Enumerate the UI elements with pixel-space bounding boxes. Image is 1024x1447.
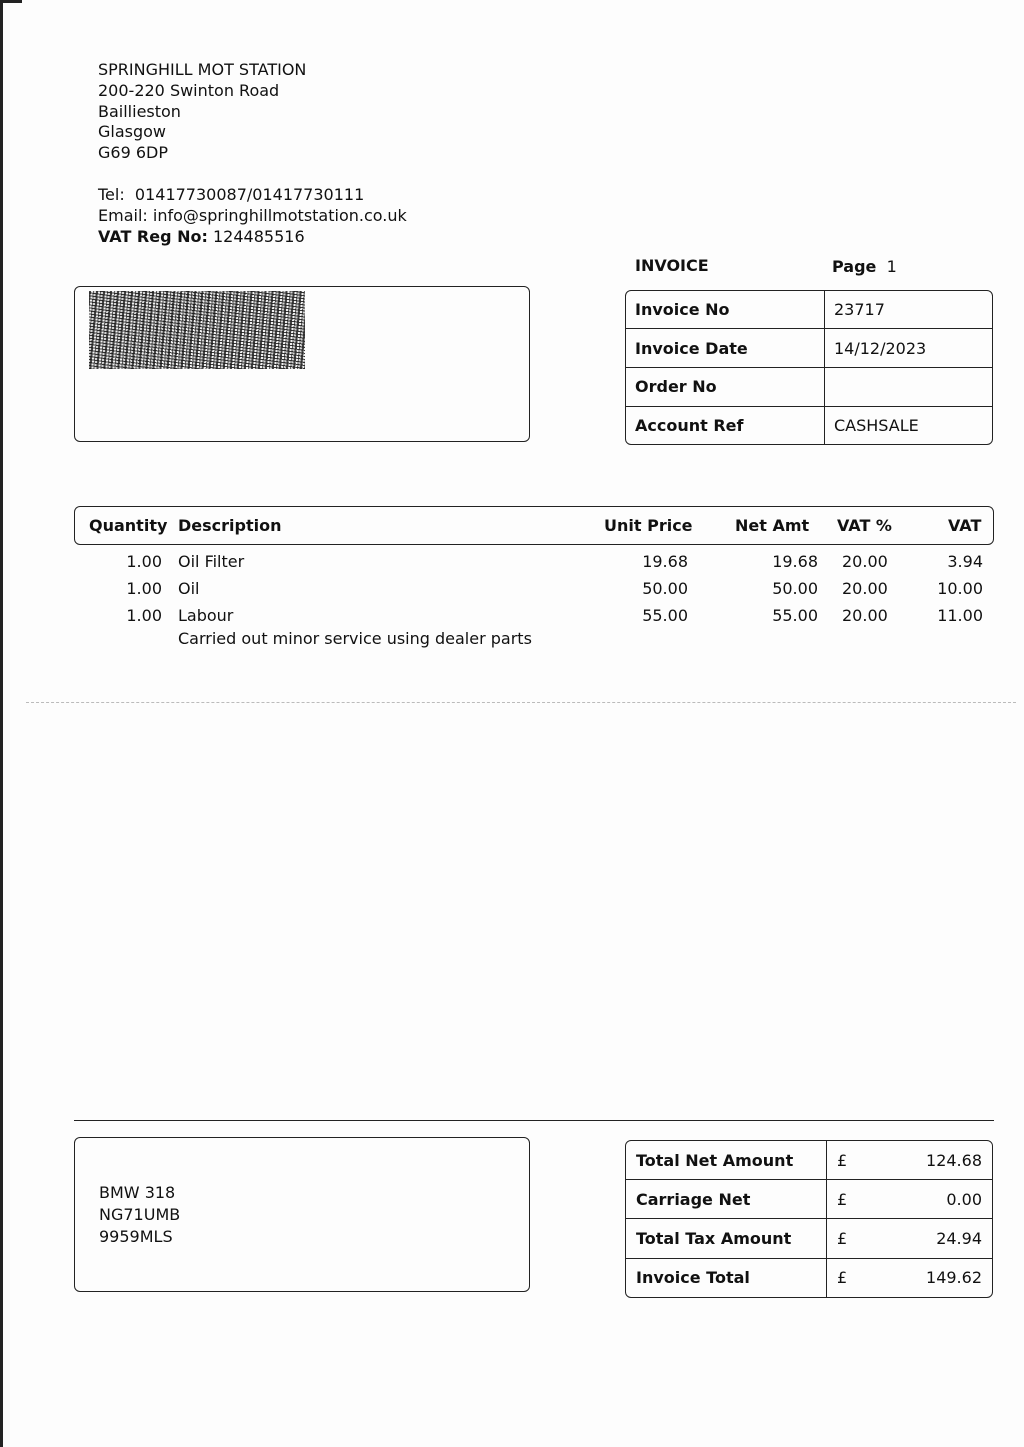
currency-symbol: £ [827, 1219, 868, 1258]
page-label: Page [832, 257, 877, 276]
tel-line [98, 185, 407, 206]
account-ref-row [626, 406, 992, 444]
invoice-date-value: 14/12/2023 [825, 329, 993, 368]
qty-cell: 1.00 [126, 552, 162, 571]
email-line [98, 206, 407, 227]
total-net-label: Total Net Amount [626, 1141, 827, 1180]
invoice-total-label: Invoice Total [626, 1258, 827, 1297]
footer-rule [74, 1120, 994, 1121]
account-ref-label: Account Ref [626, 406, 825, 444]
page-edge-left [0, 0, 3, 1447]
qty-cell: 1.00 [126, 579, 162, 598]
tel-value: 01417730087/01417730111 [134, 185, 365, 204]
company-address-block [98, 60, 306, 164]
totals-table [626, 1141, 992, 1297]
tel-label: Tel: [98, 185, 125, 204]
col-description: Description [178, 516, 282, 535]
carriage-net-value: 0.00 [867, 1180, 992, 1219]
account-ref-value: CASHSALE [834, 415, 919, 435]
order-no-row [626, 367, 992, 406]
line-note-row [74, 631, 994, 658]
page-indicator [832, 257, 897, 276]
vehicle-details [99, 1182, 180, 1248]
customer-address-box [74, 286, 530, 442]
invoice-no-row [626, 291, 992, 329]
fold-line [26, 702, 1016, 703]
redacted-customer-address [89, 291, 305, 369]
totals-box [625, 1140, 993, 1298]
line-items [74, 550, 994, 658]
net-amt-cell: 19.68 [772, 552, 818, 571]
unit-price-cell: 19.68 [642, 552, 688, 571]
carriage-net-label: Carriage Net [626, 1180, 827, 1219]
desc-cell: Oil [178, 579, 200, 598]
net-amt-cell: 55.00 [772, 606, 818, 625]
table-row [74, 604, 994, 631]
address-line: Glasgow [98, 122, 167, 142]
currency-symbol: £ [827, 1141, 868, 1180]
address-line: G69 6DP [98, 143, 168, 163]
order-no-label: Order No [626, 367, 825, 406]
invoice-no-value: 23717 [825, 291, 993, 329]
company-contact-block [98, 185, 407, 247]
vehicle-mileage: 9959MLS [99, 1227, 173, 1246]
net-amt-cell: 50.00 [772, 579, 818, 598]
table-row [74, 550, 994, 577]
email-label: Email: [98, 205, 148, 225]
invoice-details-table [626, 291, 992, 444]
invoice-total-row [626, 1258, 992, 1297]
total-tax-value: 24.94 [867, 1219, 992, 1258]
invoice-date-row [626, 329, 992, 368]
unit-price-cell: 55.00 [642, 606, 688, 625]
vat-cell: 3.94 [947, 552, 983, 571]
vat-pct-cell: 20.00 [842, 606, 888, 625]
vat-pct-cell: 20.00 [842, 552, 888, 571]
vat-value: 124485516 [213, 226, 305, 246]
email-value: info@springhillmotstation.co.uk [152, 205, 407, 225]
desc-cell: Oil Filter [178, 552, 245, 571]
vat-line [98, 227, 407, 248]
total-tax-row [626, 1219, 992, 1258]
vehicle-registration: NG71UMB [99, 1205, 181, 1224]
total-tax-label: Total Tax Amount [626, 1219, 827, 1258]
total-net-value: 124.68 [867, 1141, 992, 1180]
line-note: Carried out minor service using dealer parts [178, 629, 532, 648]
line-items-header [74, 506, 994, 545]
desc-cell: Labour [178, 606, 234, 625]
invoice-total-value: 149.62 [926, 1268, 982, 1288]
col-unit-price: Unit Price [604, 516, 693, 535]
page-number: 1 [886, 257, 897, 276]
col-quantity: Quantity [89, 516, 168, 535]
vat-label: VAT Reg No: [98, 226, 208, 246]
col-net-amt: Net Amt [735, 516, 810, 535]
carriage-net-row [626, 1180, 992, 1219]
vehicle-model: BMW 318 [99, 1183, 176, 1202]
invoice-date-label: Invoice Date [626, 329, 825, 368]
invoice-title: INVOICE [635, 256, 709, 275]
invoice-no-label: Invoice No [626, 291, 825, 329]
order-no-value [825, 367, 993, 406]
table-row [74, 577, 994, 604]
col-vat-pct: VAT % [837, 516, 892, 535]
vehicle-box [74, 1137, 530, 1292]
currency-symbol: £ [827, 1180, 868, 1219]
page-edge-top [0, 0, 22, 3]
address-line: Baillieston [98, 101, 181, 121]
company-name: SPRINGHILL MOT STATION [98, 60, 307, 79]
col-vat: VAT [948, 516, 982, 535]
total-net-row [626, 1141, 992, 1180]
qty-cell: 1.00 [126, 606, 162, 625]
vat-cell: 10.00 [937, 579, 983, 598]
invoice-details-box [625, 290, 993, 445]
vat-pct-cell: 20.00 [842, 579, 888, 598]
address-line: 200-220 Swinton Road [98, 80, 280, 100]
vat-cell: 11.00 [937, 606, 983, 625]
currency-symbol: £ [837, 1268, 848, 1288]
unit-price-cell: 50.00 [642, 579, 688, 598]
